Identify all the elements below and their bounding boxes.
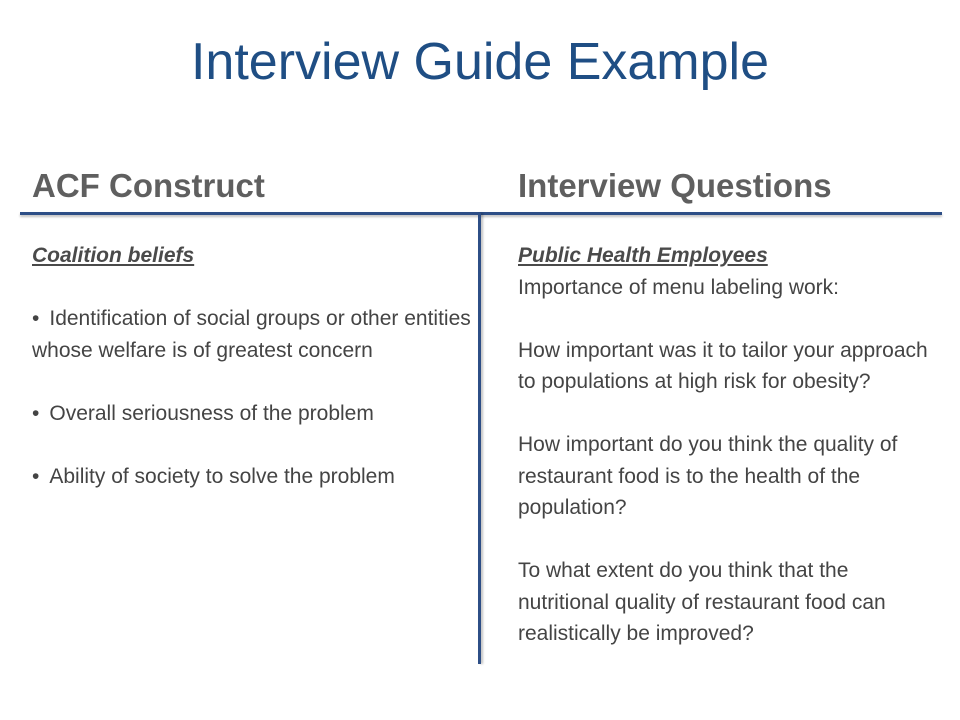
question-item: To what extent do you think that the nutritional quality of restaurant food can realistically be improved? — [518, 559, 886, 645]
questions-intro: Importance of menu labeling work: — [518, 275, 839, 299]
column-header-acf-construct: ACF Construct — [32, 167, 265, 204]
bullet-text: Ability of society to solve the problem — [49, 464, 395, 488]
bullet-item — [32, 398, 472, 430]
bullet-text: Overall seriousness of the problem — [49, 401, 374, 425]
bullet-icon: • — [32, 464, 40, 488]
acf-construct-column — [32, 240, 472, 492]
slide-title: Interview Guide Example — [190, 33, 770, 91]
bullet-item — [32, 461, 472, 493]
bullet-icon: • — [32, 401, 40, 425]
spacer — [518, 524, 943, 556]
spacer — [32, 272, 472, 304]
spacer — [518, 398, 943, 430]
public-health-employees-subheading: Public Health Employees — [518, 244, 768, 267]
question-item: How important was it to tailor your approach to populations at high risk for obesity? — [518, 338, 928, 393]
spacer — [32, 366, 472, 398]
bullet-icon: • — [32, 307, 40, 330]
bullet-text: Identification of social groups or other entities whose welfare is of greatest concern — [32, 307, 471, 362]
column-header-interview-questions: Interview Questions — [518, 167, 832, 204]
question-item: How important do you think the quality of restaurant food is to the health of the population? — [518, 433, 898, 519]
bullet-item — [32, 303, 472, 366]
spacer — [518, 303, 943, 335]
horizontal-divider — [20, 212, 942, 215]
vertical-divider — [478, 213, 481, 664]
interview-questions-column — [518, 240, 943, 650]
coalition-beliefs-subheading: Coalition beliefs — [32, 244, 195, 267]
spacer — [32, 429, 472, 461]
